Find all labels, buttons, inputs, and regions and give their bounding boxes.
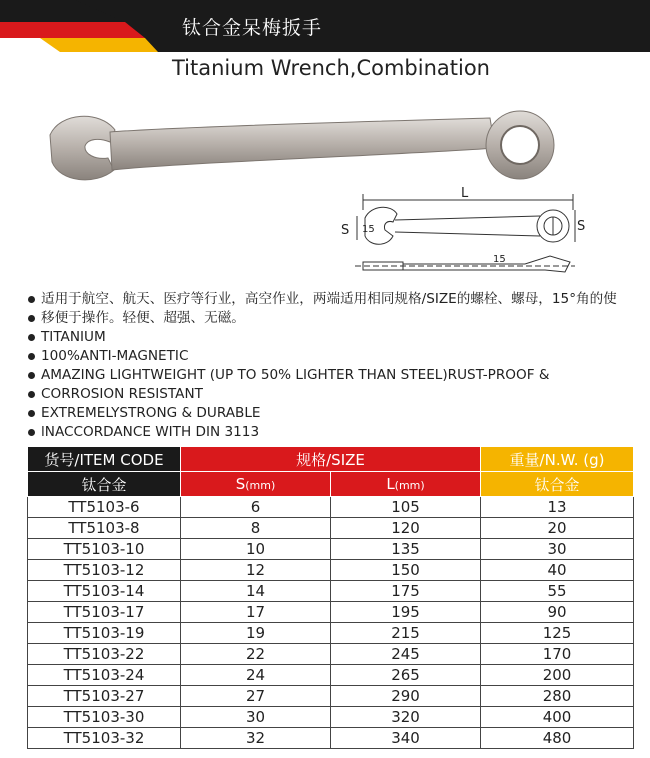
cell-l: 340	[331, 728, 481, 749]
diagram-size-label-right: S	[577, 219, 585, 234]
feature-item	[26, 423, 650, 442]
feature-list	[26, 290, 650, 442]
cell-code: TT5103-27	[28, 686, 181, 707]
feature-item	[26, 328, 650, 347]
cell-code: TT5103-8	[28, 518, 181, 539]
cell-l: 175	[331, 581, 481, 602]
cell-weight: 125	[481, 623, 634, 644]
cell-weight: 13	[481, 497, 634, 518]
cell-s: 17	[181, 602, 331, 623]
cell-s: 32	[181, 728, 331, 749]
table-row	[28, 623, 634, 644]
cell-code: TT5103-19	[28, 623, 181, 644]
cell-weight: 200	[481, 665, 634, 686]
table-row	[28, 686, 634, 707]
cell-s: 8	[181, 518, 331, 539]
cell-s: 24	[181, 665, 331, 686]
cell-l: 135	[331, 539, 481, 560]
cell-l: 150	[331, 560, 481, 581]
feature-text: 移便于操作。轻便、超强、无磁。	[41, 310, 245, 326]
cell-s: 22	[181, 644, 331, 665]
feature-item	[26, 290, 650, 309]
diagram-angle-label-side: 15	[493, 254, 506, 265]
cell-s: 19	[181, 623, 331, 644]
cell-l: 265	[331, 665, 481, 686]
cell-l: 215	[331, 623, 481, 644]
cell-l: 120	[331, 518, 481, 539]
wrench-diagram	[335, 180, 585, 280]
cell-l: 245	[331, 644, 481, 665]
cell-code: TT5103-10	[28, 539, 181, 560]
cell-l: 105	[331, 497, 481, 518]
feature-item	[26, 347, 650, 366]
cell-weight: 20	[481, 518, 634, 539]
cell-s: 10	[181, 539, 331, 560]
table-row	[28, 581, 634, 602]
table-row	[28, 518, 634, 539]
header-banner	[0, 0, 650, 52]
cell-s: 6	[181, 497, 331, 518]
table-row	[28, 665, 634, 686]
cell-weight: 90	[481, 602, 634, 623]
feature-item	[26, 404, 650, 423]
header-item-code: 货号/ITEM CODE	[28, 447, 181, 472]
cell-weight: 170	[481, 644, 634, 665]
diagram-angle-label-top: 15	[362, 224, 375, 235]
header-material: 钛合金	[28, 472, 181, 497]
cell-code: TT5103-6	[28, 497, 181, 518]
cell-weight: 30	[481, 539, 634, 560]
feature-text: CORROSION RESISTANT	[41, 386, 203, 402]
header-l-unit: (mm)	[394, 479, 425, 492]
cell-weight: 55	[481, 581, 634, 602]
cell-weight: 280	[481, 686, 634, 707]
diagram-length-label: L	[461, 186, 469, 201]
cell-code: TT5103-24	[28, 665, 181, 686]
cell-s: 12	[181, 560, 331, 581]
cell-weight: 400	[481, 707, 634, 728]
cell-s: 30	[181, 707, 331, 728]
cell-l: 195	[331, 602, 481, 623]
cell-s: 14	[181, 581, 331, 602]
cell-s: 27	[181, 686, 331, 707]
table-row	[28, 644, 634, 665]
feature-item	[26, 366, 650, 385]
cell-code: TT5103-30	[28, 707, 181, 728]
table-row	[28, 728, 634, 749]
header-s-unit: (mm)	[245, 479, 276, 492]
header-size: 规格/SIZE	[181, 447, 481, 472]
cell-code: TT5103-32	[28, 728, 181, 749]
cell-l: 290	[331, 686, 481, 707]
page-title: 钛合金呆梅扳手	[182, 17, 323, 39]
spec-table	[27, 446, 634, 749]
feature-item-continuation	[26, 385, 650, 404]
feature-text: 适用于航空、航天、医疗等行业，高空作业，两端适用相同规格/SIZE的螺栓、螺母，15°角的使	[41, 291, 617, 307]
table-row	[28, 497, 634, 518]
cell-code: TT5103-17	[28, 602, 181, 623]
header-s	[181, 472, 331, 497]
cell-weight: 40	[481, 560, 634, 581]
feature-text: 100%ANTI-MAGNETIC	[41, 348, 189, 364]
feature-text: EXTREMELYSTRONG & DURABLE	[41, 405, 261, 421]
feature-text: lNACCORDANCE WITH DIN 3113	[41, 424, 260, 440]
feature-item-continuation	[26, 309, 650, 328]
header-l	[331, 472, 481, 497]
header-weight: 重量/N.W. (g)	[481, 447, 634, 472]
table-row	[28, 602, 634, 623]
table-row	[28, 560, 634, 581]
product-subtitle: Titanium Wrench,Combination	[172, 56, 490, 80]
diagram-size-label-left: S	[341, 223, 350, 238]
cell-code: TT5103-14	[28, 581, 181, 602]
cell-code: TT5103-22	[28, 644, 181, 665]
header-l-label: L	[386, 475, 395, 493]
feature-text: AMAZING LIGHTWEIGHT (UP TO 50% LIGHTER THAN STEEL)RUST-PROOF &	[41, 367, 550, 383]
feature-text: TITANIUM	[41, 329, 106, 345]
cell-l: 320	[331, 707, 481, 728]
header-s-label: S	[235, 475, 246, 493]
table-row	[28, 539, 634, 560]
table-row	[28, 707, 634, 728]
header-weight-material: 钛合金	[481, 472, 634, 497]
cell-weight: 480	[481, 728, 634, 749]
cell-code: TT5103-12	[28, 560, 181, 581]
